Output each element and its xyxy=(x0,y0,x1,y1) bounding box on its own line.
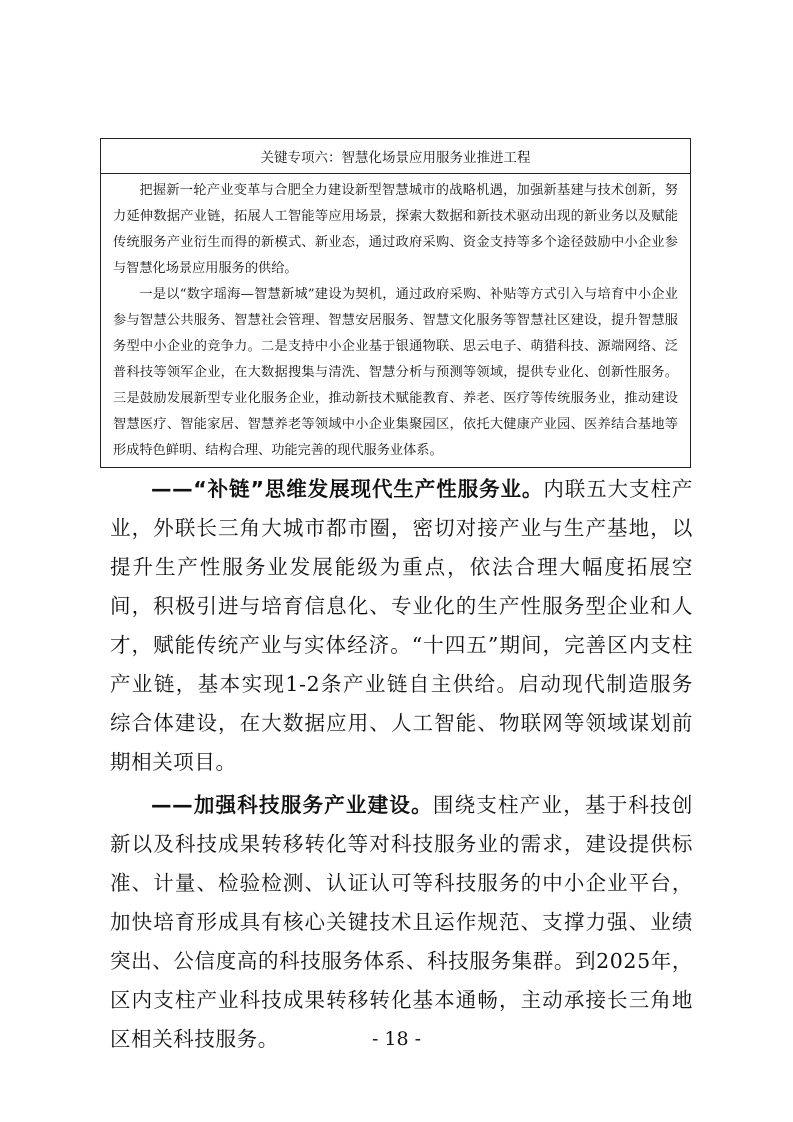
key-project-paragraph-2: 一是以“数字瑶海—智慧新城”建设为契机，通过政府采购、补贴等方式引入与培育中小企业参与智慧公共服务、智慧社会管理、智慧安居服务、智慧文化服务等智慧社区建设，提升智慧服务型中小企业的竞争力。二是支持中小企业基于银通物联、思云电子、萌猎科技、源端网络、泛普科技等领军企业，在大数据搜集与清洗、智慧分析与预测等领域，提供专业化、创新性服务。三是鼓励发展新型专业化服务企业，推动新技术赋能教育、养老、医疗等传统服务业，推动建设智慧医疗、智能家居、智慧养老等领域中小企业集聚园区，依托大健康产业园、医养结合基地等形成特色鲜明、结构合理、功能完善的现代服务业体系。 xyxy=(113,287,678,458)
key-project-body xyxy=(101,174,690,464)
key-project-title: 关键专项六：智慧化场景应用服务业推进工程 xyxy=(101,139,690,174)
paragraph-2-text: 围绕支柱产业，基于科技创新以及科技成果转移转化等对科技服务业的需求，建设提供标准、计量、检验检测、认证认可等科技服务的中小企业平台，加快培育形成具有核心关键技术且运作规范、支撑力强、业绩突出、公信度高的科技服务体系、科技服务集群。到2025年，区内支柱产业科技成果转移转化基本通畅，主动承接长三角地区相关科技服务。 xyxy=(110,793,693,1051)
paragraph-1-heading: ——“补链”思维发展现代生产性服务业。 xyxy=(151,477,544,501)
key-project-box xyxy=(100,138,691,468)
body-paragraph-1 xyxy=(110,470,693,782)
paragraph-1-text: 内联五大支柱产业，外联长三角大城市都市圈，密切对接产业与生产基地，以提升生产性服务业发展能级为重点，依法合理大幅度拓展空间，积极引进与培育信息化、专业化的生产性服务型企业和人才，赋能传统产业与实体经济。“十四五”期间，完善区内支柱产业链，基本实现1-2条产业链自主供给。启动现代制造服务综合体建设，在大数据应用、人工智能、物联网等领域谋划前期相关项目。 xyxy=(110,477,693,774)
paragraph-2-heading: ——加强科技服务产业建设。 xyxy=(151,793,433,817)
body-paragraph-2 xyxy=(110,786,693,1059)
page-number: - 18 - xyxy=(371,1028,422,1050)
main-text xyxy=(110,470,693,1063)
key-project-paragraph-1: 把握新一轮产业变革与合肥全力建设新型智慧城市的战略机遇，加强新基建与技术创新，努力延伸数据产业链，拓展人工智能等应用场景，探索大数据和新技术驱动出现的新业务以及赋能传统服务产业衍生而得的新模式、新业态，通过政府采购、资金支持等多个途径鼓励中小企业参与智慧化场景应用服务的供给。 xyxy=(113,183,678,276)
